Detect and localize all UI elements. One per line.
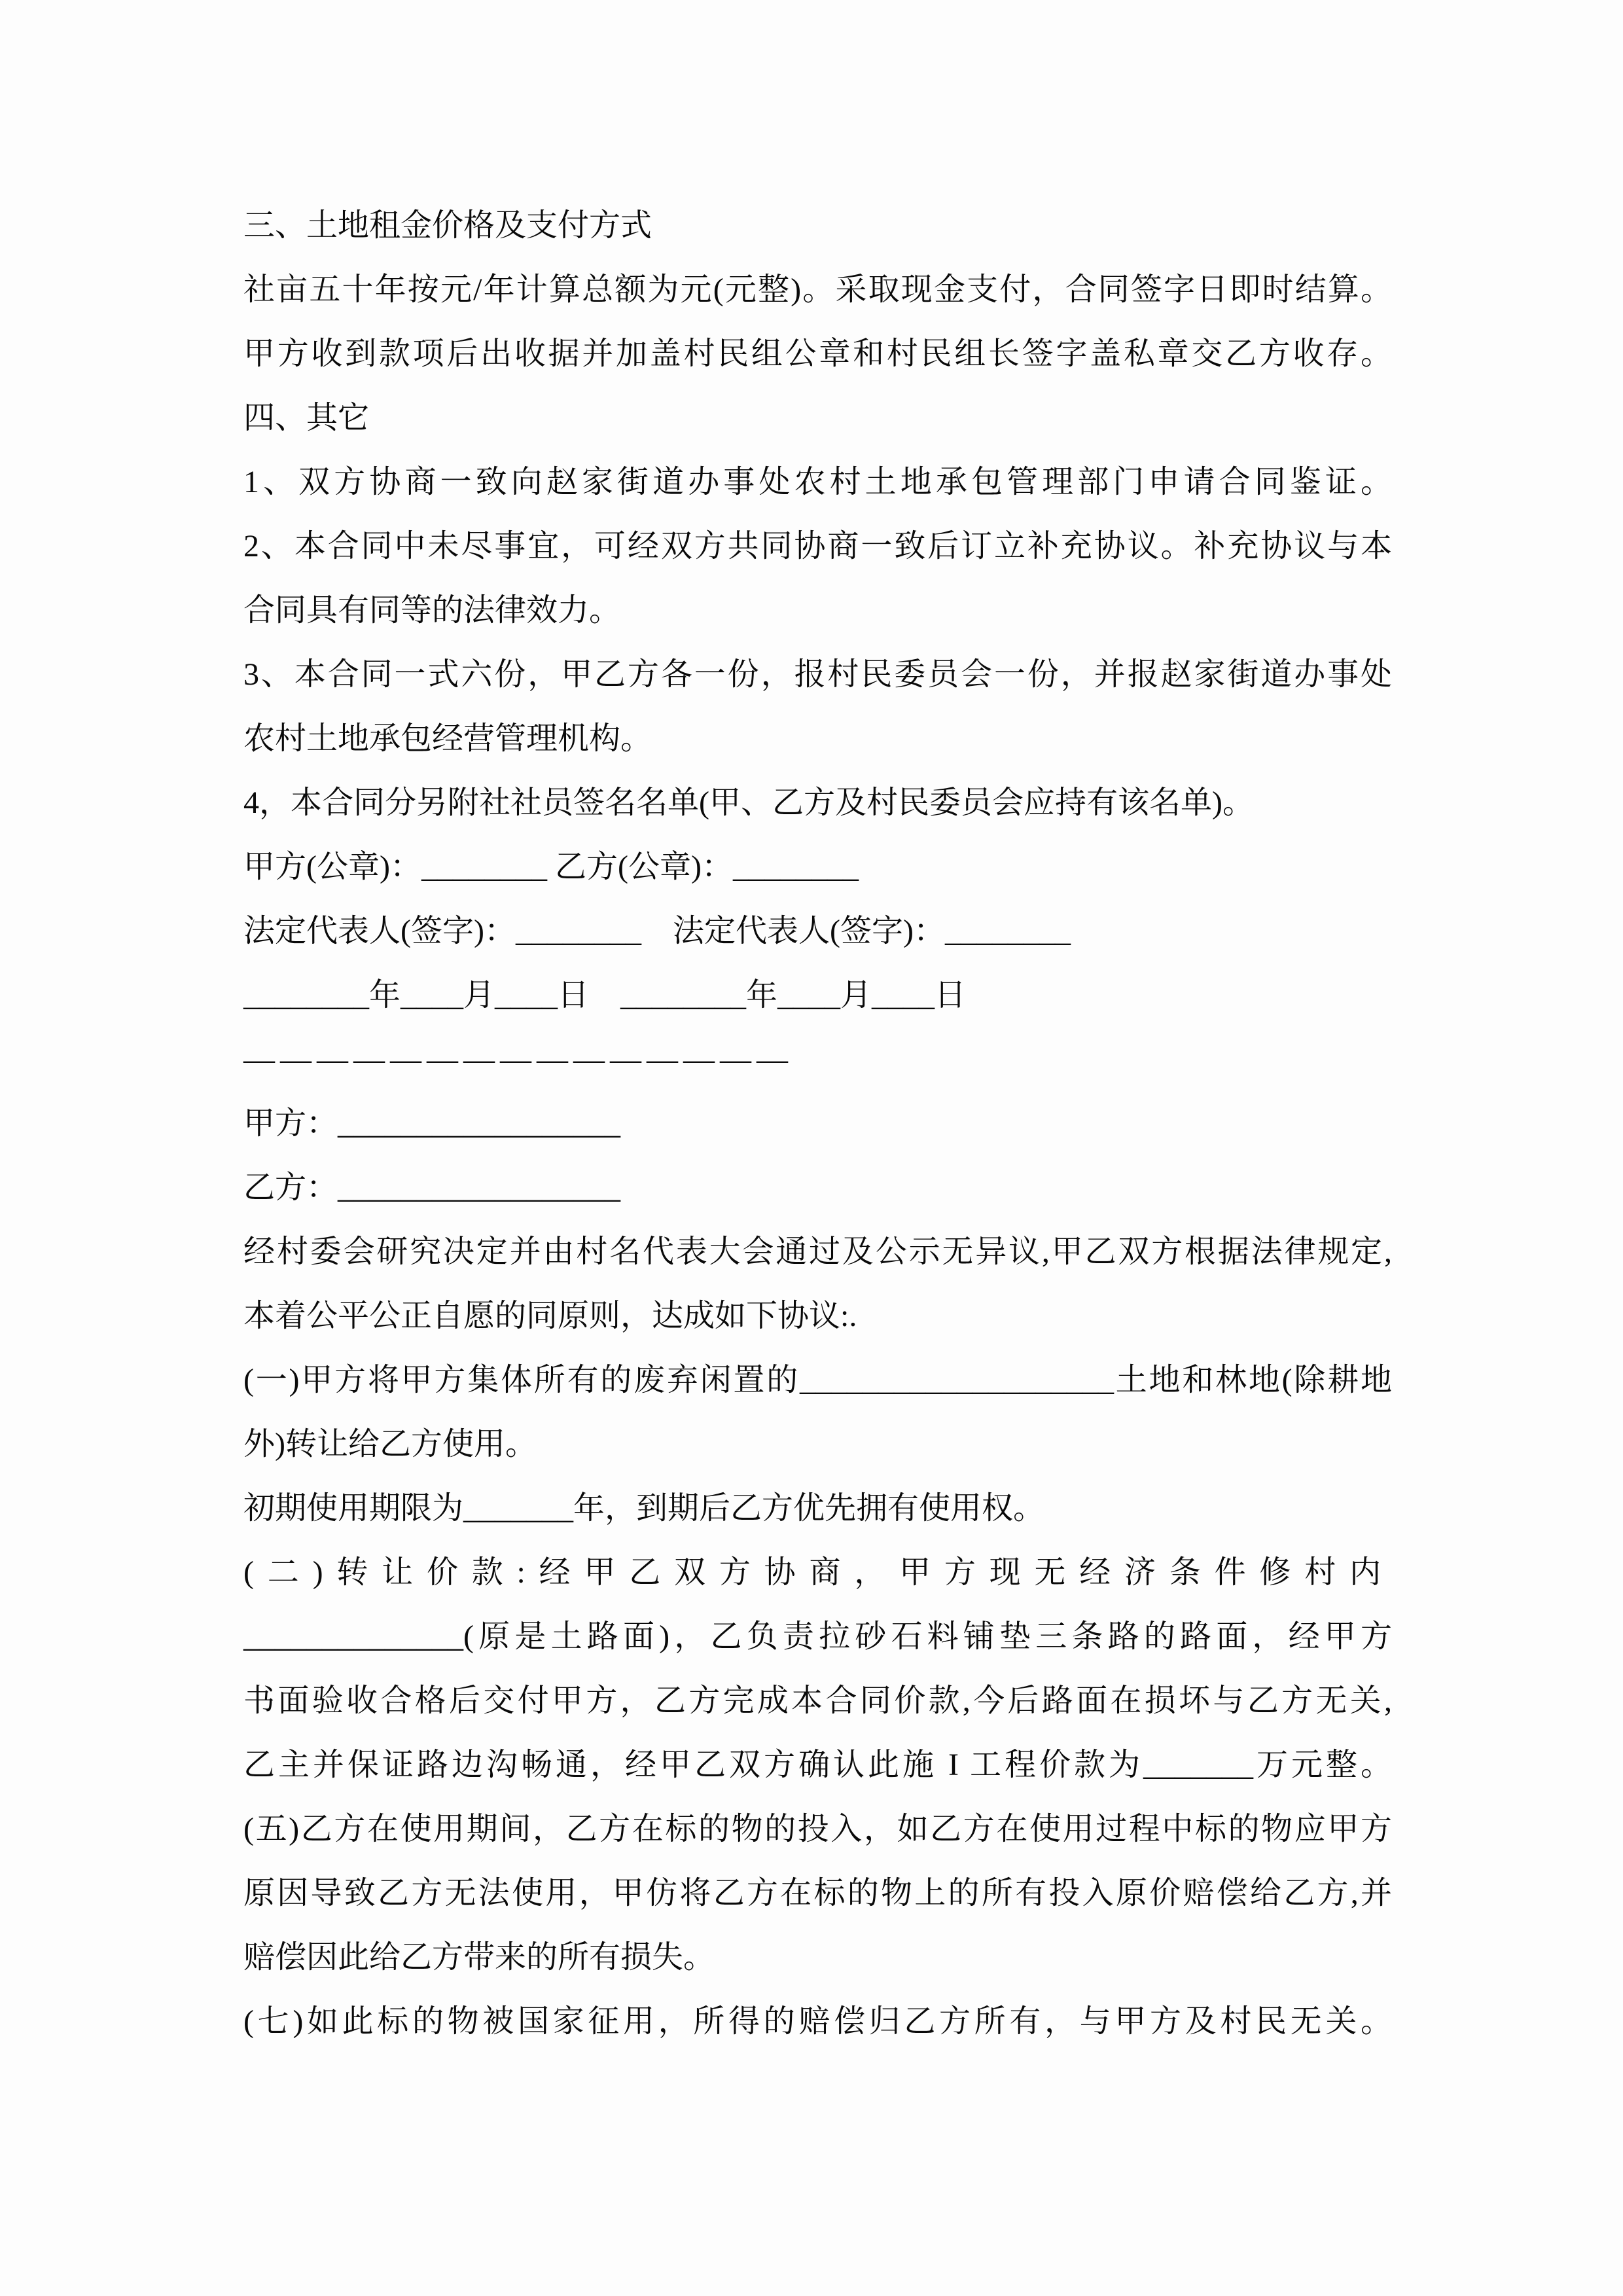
clause-2-continued: 合同具有同等的法律效力。 bbox=[243, 593, 621, 628]
fairness-principle-line: 本着公平公正自愿的同原则，达成如下协议:. bbox=[243, 1299, 857, 1333]
clause-ii-project-price: 乙主并保证路边沟畅通，经甲乙双方确认此施 I 工程价款为_______万元整。 bbox=[243, 1748, 1392, 1782]
rent-calculation-clause: 社亩五十年按元/年计算总额为元(元整)。采取现金支付，合同签字日即时结算。 bbox=[243, 272, 1392, 307]
party-seal-blank-line: 甲方(公章)：________ 乙方(公章)：________ bbox=[243, 850, 859, 884]
clause-v-investment: (五)乙方在使用期间，乙方在标的物的投入，如乙方在使用过程中标的物应甲方 bbox=[243, 1812, 1392, 1846]
document-text-block bbox=[243, 194, 1392, 2054]
date-blank-line: ________年____月____日 ________年____月____日 bbox=[243, 978, 967, 1013]
clause-i-continued: 外)转让给乙方使用。 bbox=[243, 1427, 537, 1462]
section-4-heading: 四、其它 bbox=[243, 401, 370, 435]
clause-2-supplementary-agreement: 2、本合同中未尽事宜，可经双方共同协商一致后订立补充协议。补充协议与本 bbox=[243, 529, 1392, 564]
clause-1-contract-attestation: 1、双方协商一致向赵家街道办事处农村土地承包管理部门申请合同鉴证。 bbox=[243, 465, 1392, 499]
clause-i-land-transfer: (一)甲方将甲方集体所有的废弃闲置的____________________土地和林地(除耕地 bbox=[243, 1363, 1392, 1397]
divider-dash-line: ——————————————— bbox=[243, 1042, 793, 1077]
section-3-heading: 三、土地租金价格及支付方式 bbox=[243, 208, 652, 243]
initial-use-term-line: 初期使用期限为_______年，到期后乙方优先拥有使用权。 bbox=[243, 1491, 1045, 1526]
party-b-blank-line: 乙方：__________________ bbox=[243, 1170, 621, 1205]
clause-ii-transfer-price: (二)转让价款:经甲乙双方协商，甲方现无经济条件修村内 bbox=[243, 1555, 1392, 1590]
payment-receipt-clause: 甲方收到款项后出收据并加盖村民组公章和村民组长签字盖私章交乙方收存。 bbox=[243, 336, 1392, 371]
clause-3-continued: 农村土地承包经营管理机构。 bbox=[243, 721, 652, 756]
clause-v-compensation: 原因导致乙方无法使用，甲仿将乙方在标的物上的所有投入原价赔偿给乙方,并 bbox=[243, 1876, 1392, 1910]
clause-ii-acceptance: 书面验收合格后交付甲方，乙方完成本合同价款,今后路面在损坏与乙方无关, bbox=[243, 1683, 1392, 1718]
clause-3-copies: 3、本合同一式六份，甲乙方各一份，报村民委员会一份，并报赵家街道办事处 bbox=[243, 657, 1392, 692]
clause-ii-road-surface: ______________(原是土路面)，乙负责拉砂石料铺垫三条路的路面，经甲方 bbox=[243, 1619, 1392, 1654]
legal-representative-sign-line: 法定代表人(签字)：________ 法定代表人(签字)：________ bbox=[243, 914, 1071, 948]
clause-v-compensation-continued: 赔偿因此给乙方带来的所有损失。 bbox=[243, 1940, 715, 1975]
clause-vii-state-requisition: (七)如此标的物被国家征用，所得的赔偿归乙方所有，与甲方及村民无关。 bbox=[243, 2004, 1392, 2039]
village-committee-preamble: 经村委会研究决定并由村名代表大会通过及公示无异议,甲乙双方根据法律规定, bbox=[243, 1234, 1392, 1269]
party-a-blank-line: 甲方：__________________ bbox=[243, 1106, 621, 1141]
clause-4-signature-list: 4，本合同分另附社社员签名名单(甲、乙方及村民委员会应持有该名单)。 bbox=[243, 785, 1254, 820]
